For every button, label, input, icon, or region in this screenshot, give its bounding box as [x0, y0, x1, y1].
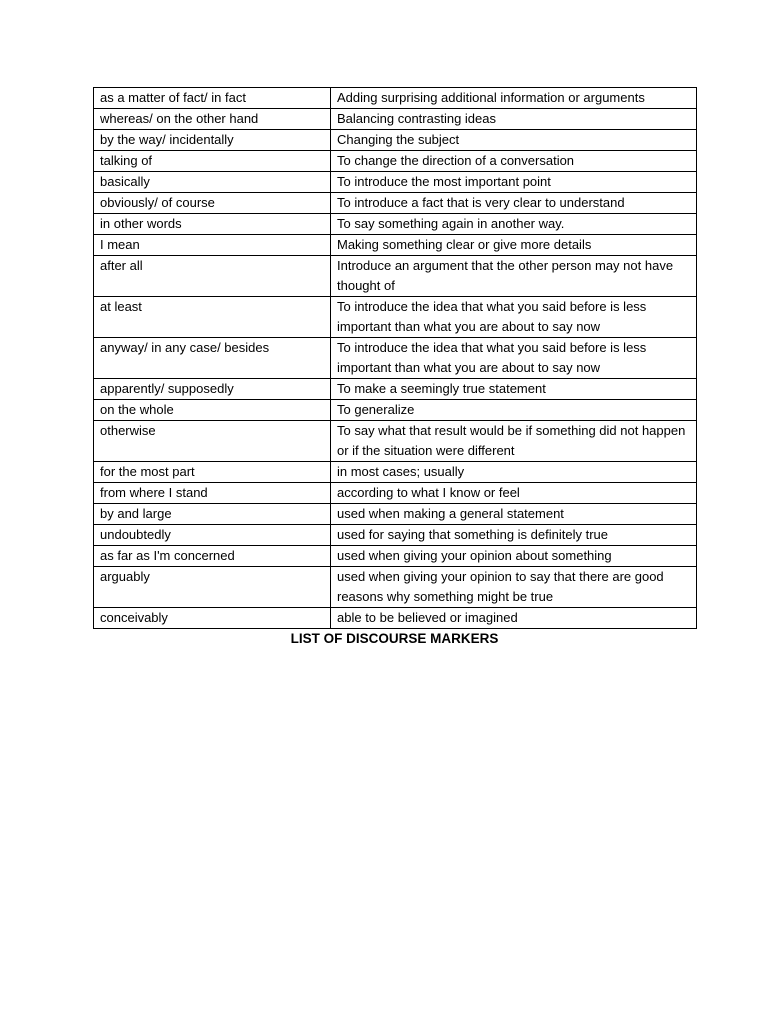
usage-cell: Making something clear or give more details [331, 235, 697, 256]
discourse-markers-table [93, 87, 697, 629]
usage-cell: Adding surprising additional information or arguments [331, 88, 697, 109]
usage-cell: To generalize [331, 400, 697, 421]
usage-cell: To say something again in another way. [331, 214, 697, 235]
marker-cell: undoubtedly [94, 525, 331, 546]
usage-cell: according to what I know or feel [331, 483, 697, 504]
table-row [94, 256, 697, 297]
table-row [94, 525, 697, 546]
marker-cell: on the whole [94, 400, 331, 421]
table-caption: LIST OF DISCOURSE MARKERS [290, 631, 499, 646]
usage-cell: Balancing contrasting ideas [331, 109, 697, 130]
table-row [94, 483, 697, 504]
table-row [94, 109, 697, 130]
usage-cell: To introduce the idea that what you said before is less important than what you are about to say now [331, 297, 697, 338]
table-row [94, 546, 697, 567]
table-row [94, 235, 697, 256]
table-row [94, 567, 697, 608]
marker-cell: by the way/ incidentally [94, 130, 331, 151]
marker-cell: as far as I'm concerned [94, 546, 331, 567]
usage-cell: in most cases; usually [331, 462, 697, 483]
table-body [94, 88, 697, 629]
table-row [94, 379, 697, 400]
marker-cell: whereas/ on the other hand [94, 109, 331, 130]
table-row [94, 193, 697, 214]
usage-cell: used for saying that something is definitely true [331, 525, 697, 546]
marker-cell: otherwise [94, 421, 331, 462]
table-row [94, 504, 697, 525]
marker-cell: as a matter of fact/ in fact [94, 88, 331, 109]
table-row [94, 130, 697, 151]
marker-cell: for the most part [94, 462, 331, 483]
usage-cell: Introduce an argument that the other person may not have thought of [331, 256, 697, 297]
usage-cell: To introduce a fact that is very clear to understand [331, 193, 697, 214]
marker-cell: by and large [94, 504, 331, 525]
marker-cell: in other words [94, 214, 331, 235]
usage-cell: used when making a general statement [331, 504, 697, 525]
table-row [94, 462, 697, 483]
marker-cell: anyway/ in any case/ besides [94, 338, 331, 379]
usage-cell: able to be believed or imagined [331, 608, 697, 629]
table-row [94, 88, 697, 109]
marker-cell: conceivably [94, 608, 331, 629]
table-row [94, 421, 697, 462]
document-page [93, 87, 696, 648]
usage-cell: To make a seemingly true statement [331, 379, 697, 400]
marker-cell: I mean [94, 235, 331, 256]
usage-cell: used when giving your opinion about something [331, 546, 697, 567]
usage-cell: To say what that result would be if something did not happen or if the situation were different [331, 421, 697, 462]
usage-cell: Changing the subject [331, 130, 697, 151]
usage-cell: used when giving your opinion to say that there are good reasons why something might be true [331, 567, 697, 608]
usage-cell: To change the direction of a conversation [331, 151, 697, 172]
table-row [94, 338, 697, 379]
table-row [94, 297, 697, 338]
marker-cell: basically [94, 172, 331, 193]
marker-cell: arguably [94, 567, 331, 608]
marker-cell: at least [94, 297, 331, 338]
table-row [94, 172, 697, 193]
marker-cell: apparently/ supposedly [94, 379, 331, 400]
table-row [94, 151, 697, 172]
table-row [94, 608, 697, 629]
table-row [94, 400, 697, 421]
usage-cell: To introduce the most important point [331, 172, 697, 193]
marker-cell: after all [94, 256, 331, 297]
marker-cell: talking of [94, 151, 331, 172]
marker-cell: from where I stand [94, 483, 331, 504]
usage-cell: To introduce the idea that what you said before is less important than what you are about to say now [331, 338, 697, 379]
table-row [94, 214, 697, 235]
marker-cell: obviously/ of course [94, 193, 331, 214]
